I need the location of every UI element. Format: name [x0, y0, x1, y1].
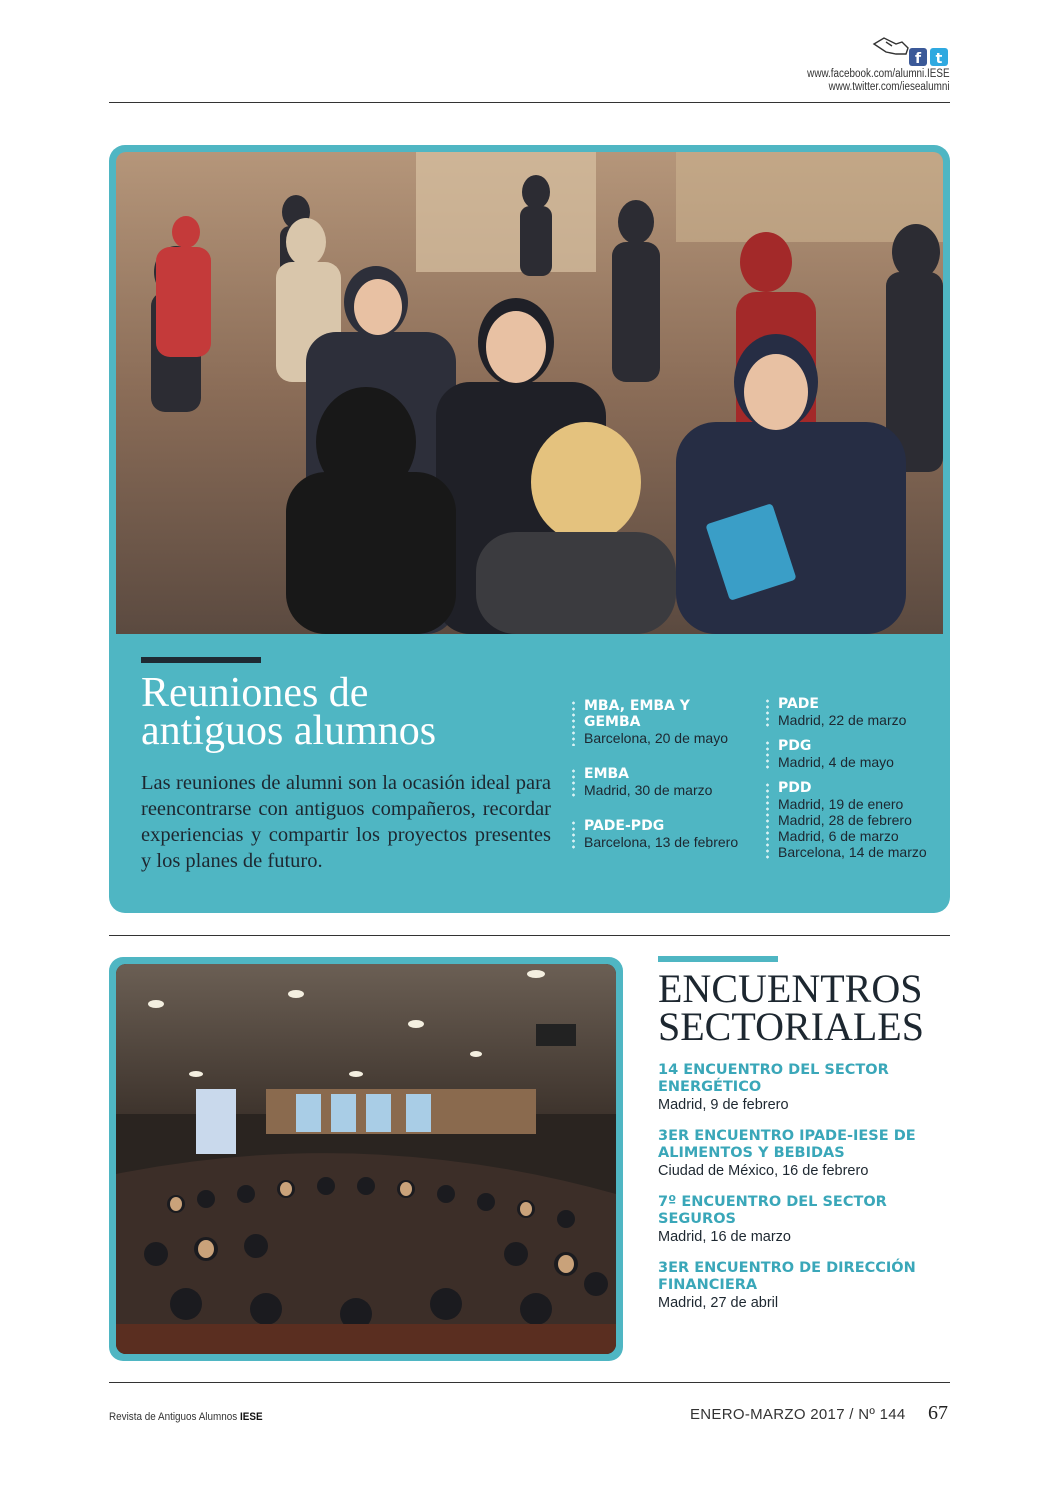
encuentro-name: 7º ENCUENTRO DEL SECTOR SEGUROS — [658, 1194, 887, 1227]
encuentros-title-line2: SECTORIALES — [658, 1004, 924, 1049]
encuentro-name: 3ER ENCUENTRO IPADE-IESE DE ALIMENTOS Y BEBIDAS — [658, 1128, 916, 1161]
page-number: 67 — [928, 1402, 948, 1424]
event-name: MBA, EMBA Y GEMBA — [584, 698, 690, 730]
svg-text:f: f — [914, 51, 922, 66]
facebook-link[interactable]: www.facebook.com/alumni.IESE — [807, 68, 950, 80]
reuniones-title-line2: antiguos alumnos — [141, 708, 437, 754]
facebook-icon[interactable] — [909, 48, 927, 66]
event-date: Madrid, 4 de mayo — [778, 754, 894, 770]
twitter-link[interactable]: www.twitter.com/iesealumni — [829, 81, 950, 93]
encuentro-item — [658, 1062, 950, 1114]
event-item — [766, 780, 956, 860]
encuentro-date: Madrid, 16 de marzo — [658, 1229, 791, 1245]
event-name: PADE-PDG — [584, 818, 665, 834]
social-links — [808, 68, 950, 94]
event-date: Madrid, 30 de marzo — [584, 782, 713, 798]
encuentro-name: 3ER ENCUENTRO DE DIRECCIÓN FINANCIERA — [658, 1260, 916, 1293]
encuentros-title — [658, 966, 950, 1049]
pointer-hand-icon — [874, 38, 908, 54]
event-item — [766, 738, 956, 770]
svg-text:t: t — [935, 51, 943, 66]
twitter-icon[interactable] — [930, 48, 948, 66]
event-item — [572, 698, 762, 746]
event-date: Madrid, 6 de marzo — [778, 828, 899, 844]
reuniones-intro: Las reuniones de alumni son la ocasión ideal para reencontrarse con antiguos compañeros, recordar experiencias y compartir los proyectos presentes y los planes de futuro. — [141, 772, 551, 872]
issue-label: ENERO-MARZO 2017 / Nº 144 — [690, 1406, 906, 1423]
social-icons — [872, 34, 952, 66]
event-date: Madrid, 22 de marzo — [778, 712, 907, 728]
encuentro-item — [658, 1128, 950, 1180]
reuniones-title-bar — [141, 657, 261, 663]
event-name: PDD — [778, 780, 812, 796]
magazine-name — [109, 1411, 263, 1423]
encuentros-title-line1: ENCUENTROS — [658, 966, 923, 1011]
event-date: Barcelona, 14 de marzo — [778, 844, 927, 860]
event-name: PADE — [778, 696, 819, 712]
event-item — [572, 766, 762, 798]
event-date: Madrid, 19 de enero — [778, 796, 904, 812]
event-date: Barcelona, 20 de mayo — [584, 730, 728, 746]
encuentro-item — [658, 1194, 950, 1246]
event-name: EMBA — [584, 766, 630, 782]
reuniones-title-line1: Reuniones de — [141, 670, 369, 716]
encuentro-item — [658, 1260, 950, 1312]
event-name: PDG — [778, 738, 812, 754]
encuentros-title-bar — [658, 956, 778, 962]
encuentro-date: Ciudad de México, 16 de febrero — [658, 1163, 869, 1179]
reuniones-photo — [116, 152, 943, 634]
encuentro-name: 14 ENCUENTRO DEL SECTOR ENERGÉTICO — [658, 1062, 889, 1095]
header-rule — [109, 102, 950, 103]
event-date: Barcelona, 13 de febrero — [584, 834, 739, 850]
encuentros-list — [658, 1062, 950, 1326]
reuniones-events-col-b — [766, 696, 956, 870]
encuentros-photo — [116, 964, 616, 1354]
reuniones-title — [141, 670, 561, 754]
footer-rule — [109, 1382, 950, 1383]
magazine-brand: IESE — [239, 1411, 263, 1423]
magazine-prefix: Revista de Antiguos Alumnos — [109, 1411, 238, 1423]
event-item — [572, 818, 762, 850]
encuentro-date: Madrid, 27 de abril — [658, 1295, 779, 1311]
event-item — [766, 696, 956, 728]
encuentro-date: Madrid, 9 de febrero — [658, 1097, 789, 1113]
section-rule — [109, 935, 950, 936]
event-date: Madrid, 28 de febrero — [778, 812, 912, 828]
reuniones-events-col-a — [572, 698, 762, 860]
